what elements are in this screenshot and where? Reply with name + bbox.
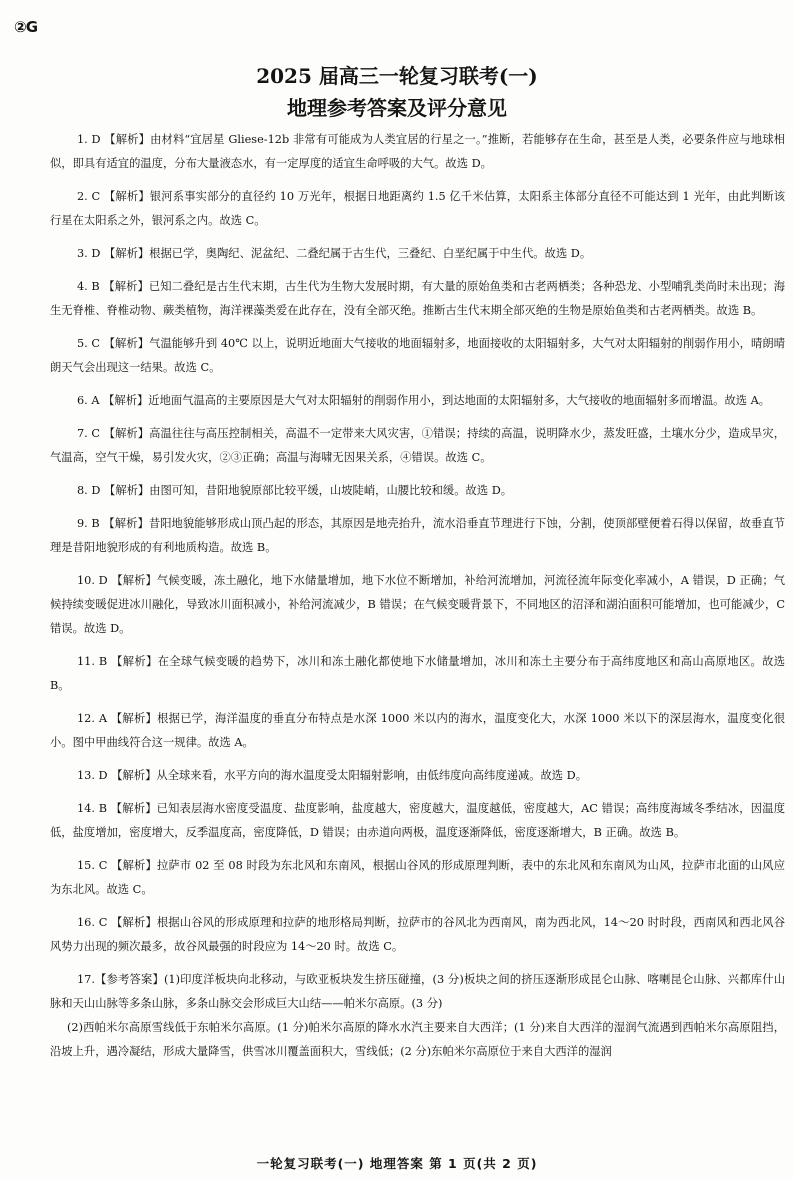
answer-item-10: 10. D 【解析】气候变暖，冻土融化，地下水储量增加，地下水位不断增加，补给河流增加，河流径流年际变化率减小，A 错误，D 正确；气候持续变暖促进冰川融化，导致冰川面积减小，补给河流减少，B 错误；在气候变暖背景下，不同地区的沼泽和湖泊面积可能增加，也可能减少，C 错误。故选 D。 (50, 574, 785, 635)
brand-logo: ②G (14, 18, 38, 36)
exam-title: 2025 届高三一轮复习联考(一) (256, 64, 538, 88)
answer-item-9: 9. B 【解析】昔阳地貌能够形成山顶凸起的形态，其原因是地壳抬升，流水沿垂直节理进行下蚀，分割，使顶部壁便着石得以保留，故垂直节理是昔阳地貌形成的有利地质构造。故选 B。 (50, 517, 785, 554)
answer-item-1: 1. D 【解析】由材料“宜居星 Gliese-12b 非常有可能成为人类宜居的行星之一。”推断，若能够存在生命，甚至是人类，必要条件应与地球相似，即具有适宜的温度，分布大量液态水，有一定厚度的适宜生命呼吸的大气。故选 D。 (50, 133, 785, 170)
answer-item-16: 16. C 【解析】根据山谷风的形成原理和拉萨的地形格局判断，拉萨市的谷风北为西南风，南为西北风，14～20 时时段，西南风和西北风谷风势力出现的频次最多，故谷风最强的时段应为 14～20 时。故选 C。 (50, 916, 785, 953)
answer-item-3: 3. D 【解析】根据已学，奥陶纪、泥盆纪、二叠纪属于古生代，三叠纪、白垩纪属于中生代。故选 D。 (77, 247, 592, 260)
document-subtitle: 地理参考答案及评分意见 (287, 96, 507, 120)
answer-item-5: 5. C 【解析】气温能够升到 40℃ 以上，说明近地面大气接收的地面辐射多，地面接收的太阳辐射多，大气对太阳辐射的削弱作用小，晴朗晴朗天气会出现这一结果。故选 C。 (50, 337, 785, 374)
answer-item-13: 13. D 【解析】从全球来看，水平方向的海水温度受太阳辐射影响，由低纬度向高纬度递减。故选 D。 (77, 769, 588, 782)
answer-item-8: 8. D 【解析】由图可知，昔阳地貌原部比较平缓，山坡陡峭，山腰比较和缓。故选 D。 (77, 484, 513, 497)
answer-item-12: 12. A 【解析】根据已学，海洋温度的垂直分布特点是水深 1000 米以内的海水，温度变化大，水深 1000 米以下的深层海水，温度变化很小。图中甲曲线符合这一规律。故选 A。 (50, 712, 785, 749)
answer-item-6: 6. A 【解析】近地面气温高的主要原因是大气对太阳辐射的削弱作用小，到达地面的太阳辐射多，大气接收的地面辐射多而增温。故选 A。 (77, 394, 771, 407)
answer-item-14: 14. B 【解析】已知表层海水密度受温度、盐度影响，盐度越大，密度越大，温度越低，密度越大，AC 错误；高纬度海域冬季结冰，因温度低，盐度增加，密度增大，反季温度高，密度降低，D 错误；由赤道向两极，温度逐渐降低，密度逐渐增大，B 正确。故选 B。 (50, 802, 785, 839)
answer-item-11: 11. B 【解析】在全球气候变暖的趋势下，冰川和冻土融化都使地下水储量增加，冰川和冻土主要分布于高纬度地区和高山高原地区。故选 B。 (50, 655, 785, 692)
answer-item-17-part1: 17.【参考答案】(1)印度洋板块向北移动，与欧亚板块发生挤压碰撞，(3 分)板块之间的挤压逐渐形成昆仑山脉、喀喇昆仑山脉、兴都库什山脉和天山山脉等多条山脉，多条山脉交会形成巨大山结——帕米尔高原。(3 分) (50, 973, 785, 1010)
answer-item-7: 7. C 【解析】高温往往与高压控制相关，高温不一定带来大风灾害，①错误；持续的高温，说明降水少，蒸发旺盛，土壤水分少，造成旱灾，气温高，空气干燥，易引发火灾，②③正确；高温与海啸无因果关系，④错误。故选 C。 (50, 427, 785, 464)
answer-item-15: 15. C 【解析】拉萨市 02 至 08 时段为东北风和东南风，根据山谷风的形成原理判断，表中的东北风和东南风为山风，拉萨市北面的山风应为东北风。故选 C。 (50, 859, 785, 896)
page-footer: 一轮复习联考(一) 地理答案 第 1 页(共 2 页) (256, 1156, 538, 1171)
answer-item-17-part2: (2)西帕米尔高原雪线低于东帕米尔高原。(1 分)帕米尔高原的降水水汽主要来自大西洋；(1 分)来自大西洋的湿润气流遇到西帕米尔高原阻挡，沿坡上升，遇冷凝结，形成大量降雪，供雪冰川覆盖面积大，雪线低；(2 分)东帕米尔高原位于来自大西洋的湿润 (50, 1021, 785, 1058)
answer-list (50, 128, 785, 1073)
answer-item-4: 4. B 【解析】已知二叠纪是古生代末期，古生代为生物大发展时期，有大量的原始鱼类和古老两栖类；各种恐龙、小型哺乳类尚时未出现；海生无脊椎、脊椎动物、蕨类植物，海洋裸藻类爱在此存在，没有全部灭绝。推断古生代末期全部灭绝的生物是原始鱼类和古老两栖类。故选 B。 (50, 280, 785, 317)
answer-item-2: 2. C 【解析】银河系事实部分的直径约 10 万光年，根据日地距离约 1.5 亿千米估算，太阳系主体部分直径不可能达到 1 光年，由此判断该行星在太阳系之外，银河系之内。故选 C。 (50, 190, 785, 227)
